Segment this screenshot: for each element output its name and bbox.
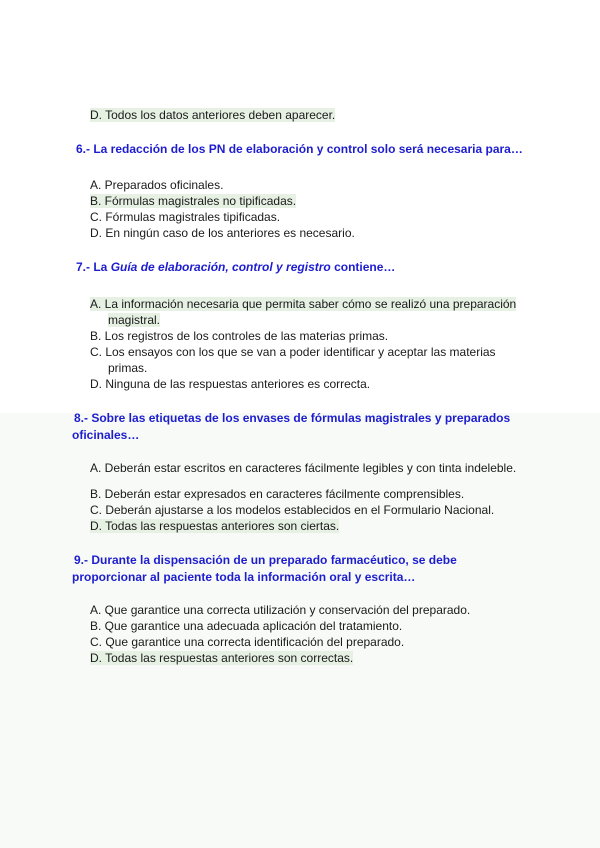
q7-option-a-cont: magistral. [108,313,161,327]
q7-option-c: C. Los ensayos con los que se van a poder identificar y aceptar las materias [90,345,496,359]
q7-option-a: A. La información necesaria que permita saber cómo se realizó una preparación [90,297,517,311]
q8-option-b: B. Deberán estar expresados en caracteres fácilmente comprensibles. [90,487,465,501]
q6-option-c: C. Fórmulas magistrales tipificadas. [90,210,281,224]
q5-option-d: D. Todos los datos anteriores deben aparecer. [90,108,336,122]
q6-option-a: A. Preparados oficinales. [90,178,224,192]
q9-title-line1: 9.- Durante la dispensación de un preparado farmacéutico, se debe [74,553,457,567]
q8-option-a: A. Deberán estar escritos en caracteres fácilmente legibles y con tinta indeleble. [90,461,517,475]
q9-option-d: D. Todas las respuestas anteriores son correctas. [90,651,354,665]
q8-title-line1: 8.- Sobre las etiquetas de los envases de fórmulas magistrales y preparados [74,411,511,425]
q7-title: 7.- La Guía de elaboración, control y registro contiene… [76,260,396,274]
q9-option-b: B. Que garantice una adecuada aplicación del tratamiento. [90,619,403,633]
q9-option-c: C. Que garantice una correcta identificación del preparado. [90,635,405,649]
q8-option-d: D. Todas las respuestas anteriores son ciertas. [90,519,340,533]
q7-option-b: B. Los registros de los controles de las materias primas. [90,329,389,343]
q8-option-c: C. Deberán ajustarse a los modelos establecidos en el Formulario Nacional. [90,503,495,517]
q9-title-line2: proporcionar al paciente toda la información oral y escrita… [72,570,416,584]
q6-title: 6.- La redacción de los PN de elaboración y control solo será necesaria para… [76,142,523,156]
q7-option-c-cont: primas. [108,361,148,375]
q7-option-d: D. Ninguna de las respuestas anteriores es correcta. [90,377,371,391]
q9-option-a: A. Que garantice una correcta utilización y conservación del preparado. [90,603,471,617]
q8-title-line2: oficinales… [72,428,140,442]
q6-option-d: D. En ningún caso de los anteriores es necesario. [90,226,355,240]
q6-option-b: B. Fórmulas magistrales no tipificadas. [90,194,297,208]
